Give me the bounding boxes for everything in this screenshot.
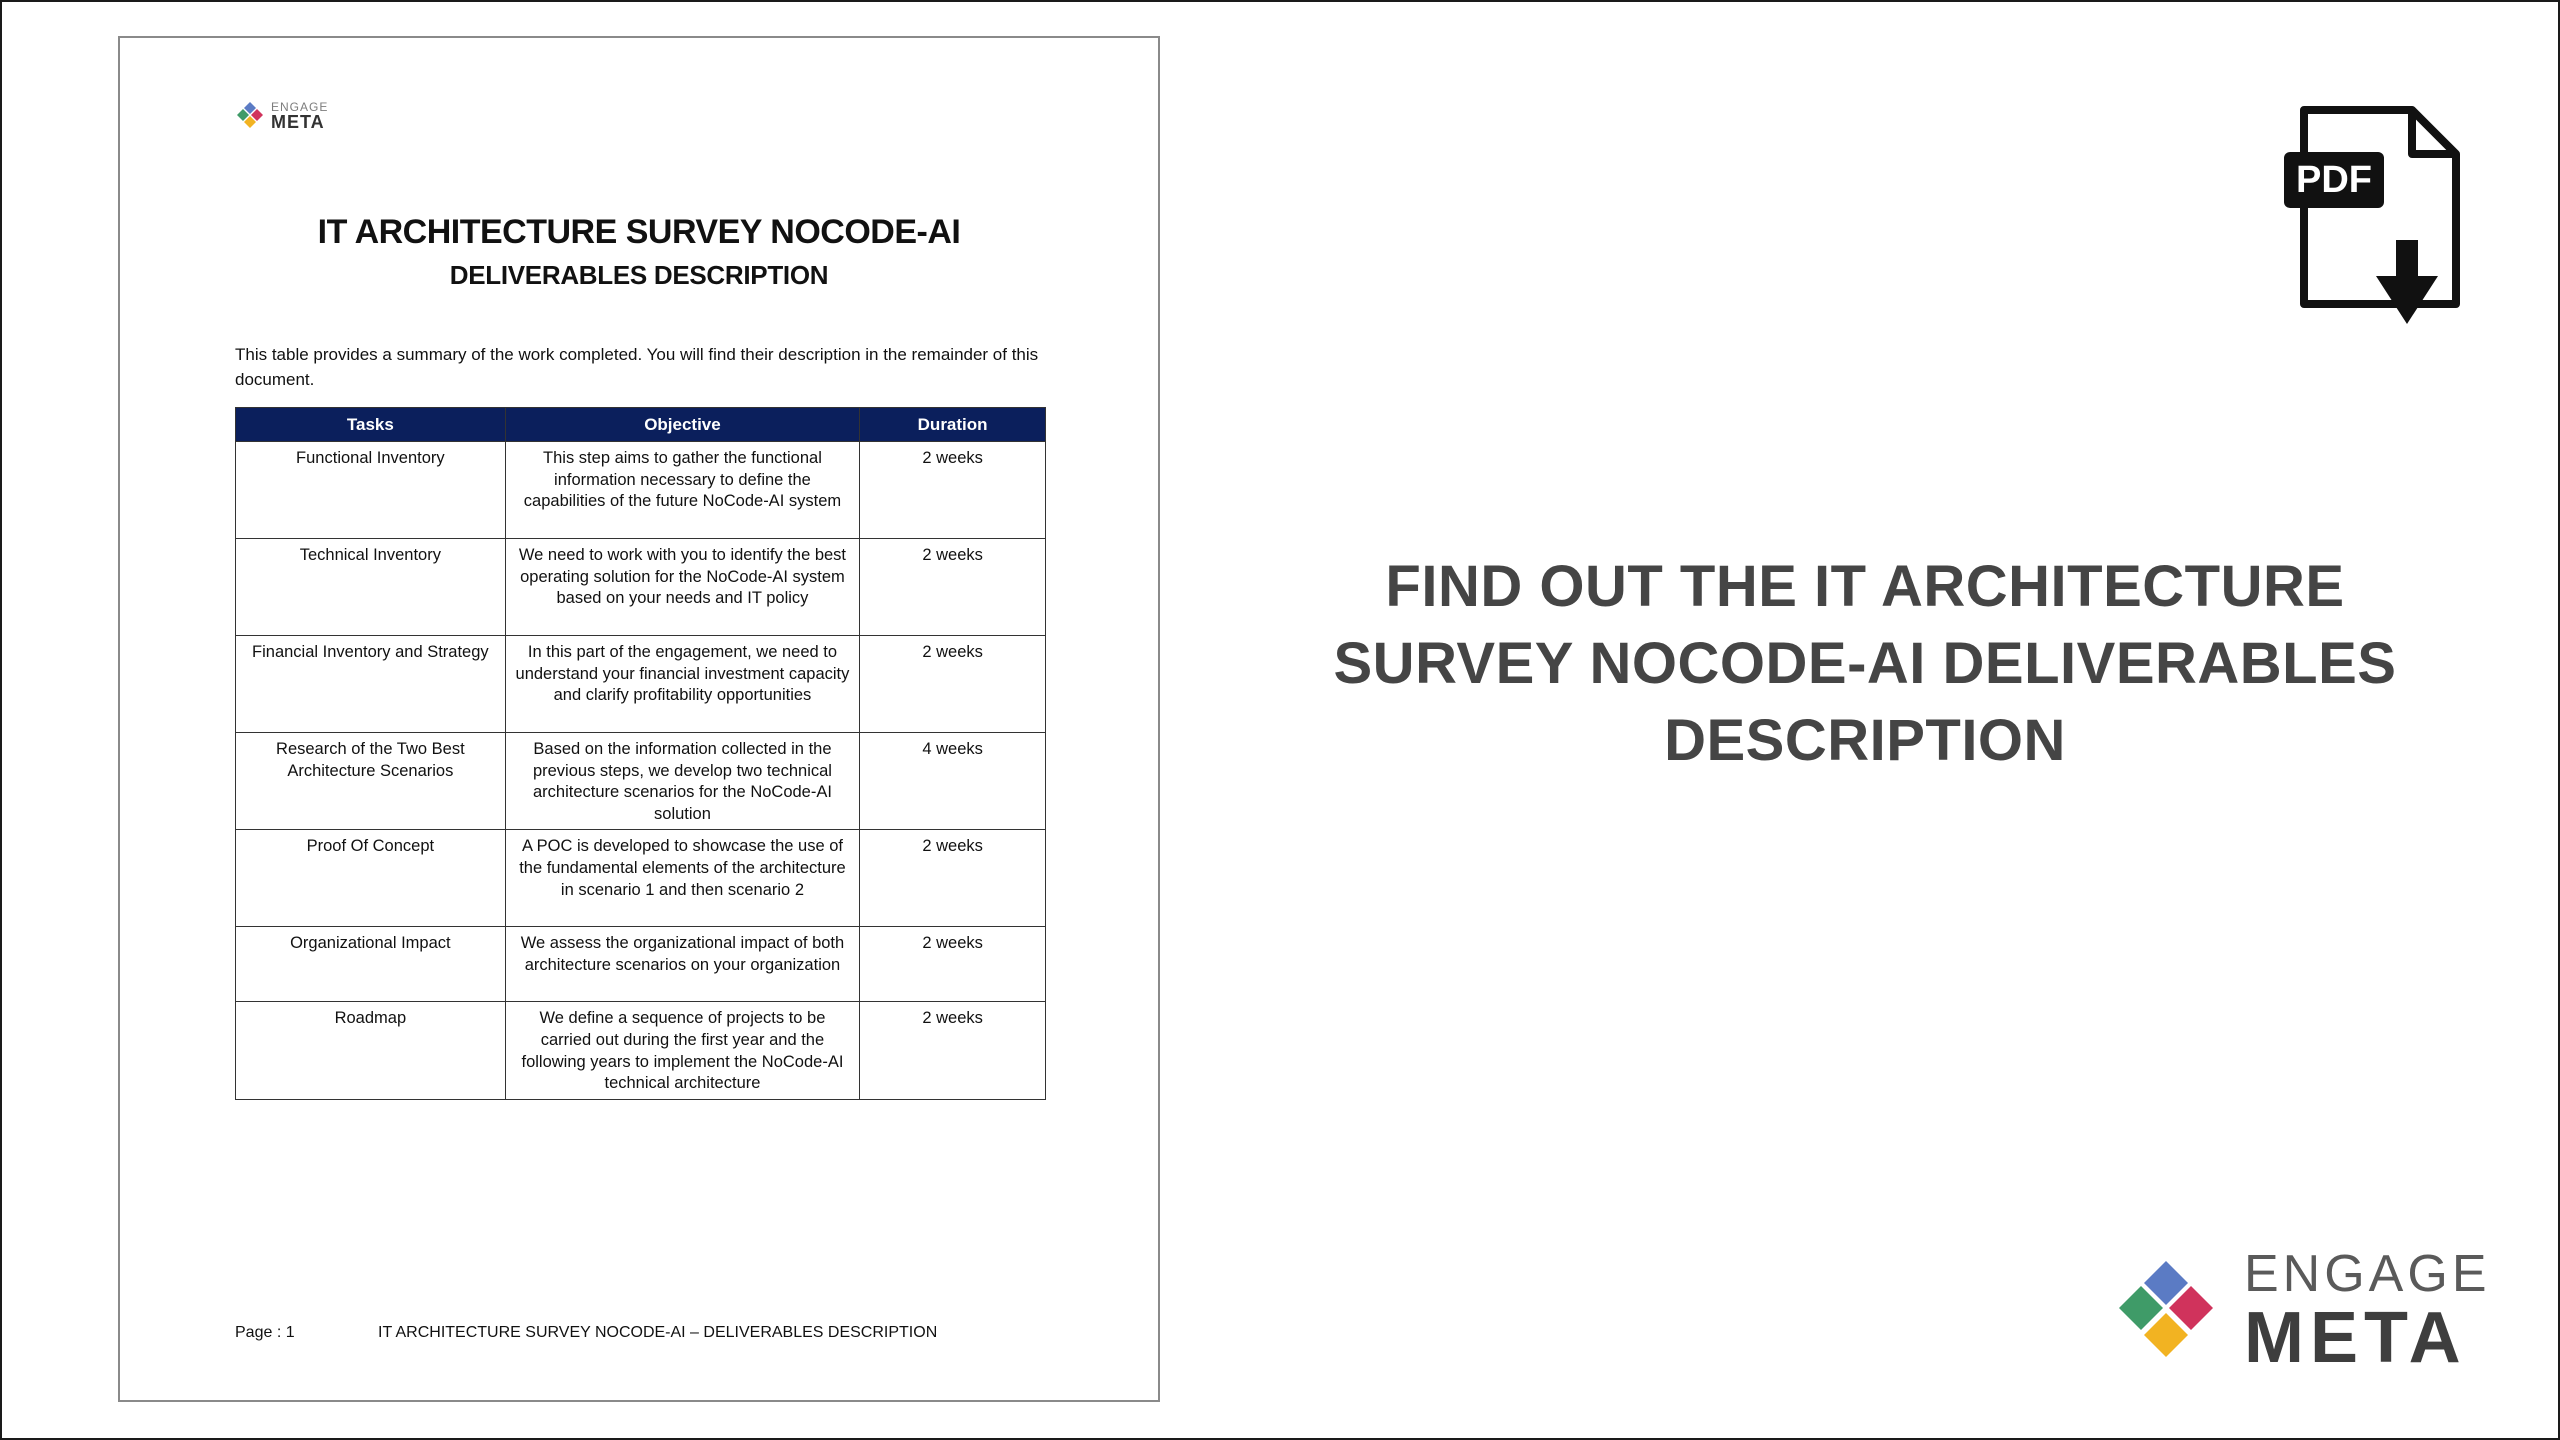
task-cell: Technical Inventory — [236, 539, 506, 636]
document-intro: This table provides a summary of the work completed. You will find their description in the remainder of this document. — [235, 345, 1039, 389]
document-title: IT ARCHITECTURE SURVEY NOCODE-AI — [317, 213, 961, 251]
pdf-file-icon — [2282, 104, 2462, 328]
page-number: Page : 1 — [235, 1324, 295, 1341]
brand-logo — [2112, 1245, 2491, 1378]
logo-text-engage: ENGAGE — [271, 100, 329, 114]
pdf-label: PDF — [2296, 159, 2372, 201]
task-cell: Financial Inventory and Strategy — [236, 636, 506, 733]
document-logo — [235, 98, 328, 134]
header-objective: Objective — [505, 408, 860, 442]
pdf-download-icon[interactable] — [2282, 104, 2462, 333]
document-footer — [235, 1324, 937, 1342]
brand-text-engage: ENGAGE — [2244, 1245, 2491, 1303]
logo-text-meta: META — [271, 112, 325, 132]
task-cell: Research of the Two Best Architecture Scenarios — [236, 733, 506, 830]
headline: FIND OUT THE IT ARCHITECTURE SURVEY NOCODE-AI DELIVERABLES DESCRIPTION — [1333, 554, 2397, 773]
objective-cell: We need to work with you to identify the best operating solution for the NoCode-AI system based on your needs and IT policy — [505, 539, 860, 636]
objective-cell: In this part of the engagement, we need to understand your financial investment capacity and clarify profitability opportunities — [505, 636, 860, 733]
table-row — [236, 927, 1046, 1002]
document-page — [118, 36, 1160, 1402]
footer-text: IT ARCHITECTURE SURVEY NOCODE-AI – DELIVERABLES DESCRIPTION — [378, 1324, 938, 1341]
duration-cell: 2 weeks — [860, 830, 1046, 927]
duration-cell: 2 weeks — [860, 442, 1046, 539]
header-tasks: Tasks — [236, 408, 506, 442]
deliverables-table — [235, 407, 1046, 1100]
duration-cell: 2 weeks — [860, 1002, 1046, 1099]
engage-meta-logo-icon — [235, 101, 265, 131]
duration-cell: 2 weeks — [860, 539, 1046, 636]
table-header-row — [236, 408, 1046, 442]
table-row — [236, 830, 1046, 927]
brand-text-meta: META — [2244, 1298, 2467, 1378]
objective-cell: We define a sequence of projects to be carried out during the first year and the following years to implement the NoCode-AI technical architecture — [505, 1002, 860, 1099]
objective-cell: We assess the organizational impact of both architecture scenarios on your organization — [505, 927, 860, 1002]
engage-meta-logo-icon — [2112, 1257, 2220, 1365]
table-row — [236, 1002, 1046, 1099]
duration-cell: 2 weeks — [860, 927, 1046, 1002]
table-row — [236, 442, 1046, 539]
task-cell: Functional Inventory — [236, 442, 506, 539]
document-subtitle: DELIVERABLES DESCRIPTION — [449, 260, 829, 290]
header-duration: Duration — [860, 408, 1046, 442]
duration-cell: 4 weeks — [860, 733, 1046, 830]
task-cell: Roadmap — [236, 1002, 506, 1099]
objective-cell: A POC is developed to showcase the use of the fundamental elements of the architecture in scenario 1 and then scenario 2 — [505, 830, 860, 927]
table-row — [236, 636, 1046, 733]
table-row — [236, 733, 1046, 830]
table-row — [236, 539, 1046, 636]
task-cell: Organizational Impact — [236, 927, 506, 1002]
duration-cell: 2 weeks — [860, 636, 1046, 733]
task-cell: Proof Of Concept — [236, 830, 506, 927]
objective-cell: This step aims to gather the functional information necessary to define the capabilities of the future NoCode-AI system — [505, 442, 860, 539]
objective-cell: Based on the information collected in the previous steps, we develop two technical architecture scenarios for the NoCode-AI solution — [505, 733, 860, 830]
